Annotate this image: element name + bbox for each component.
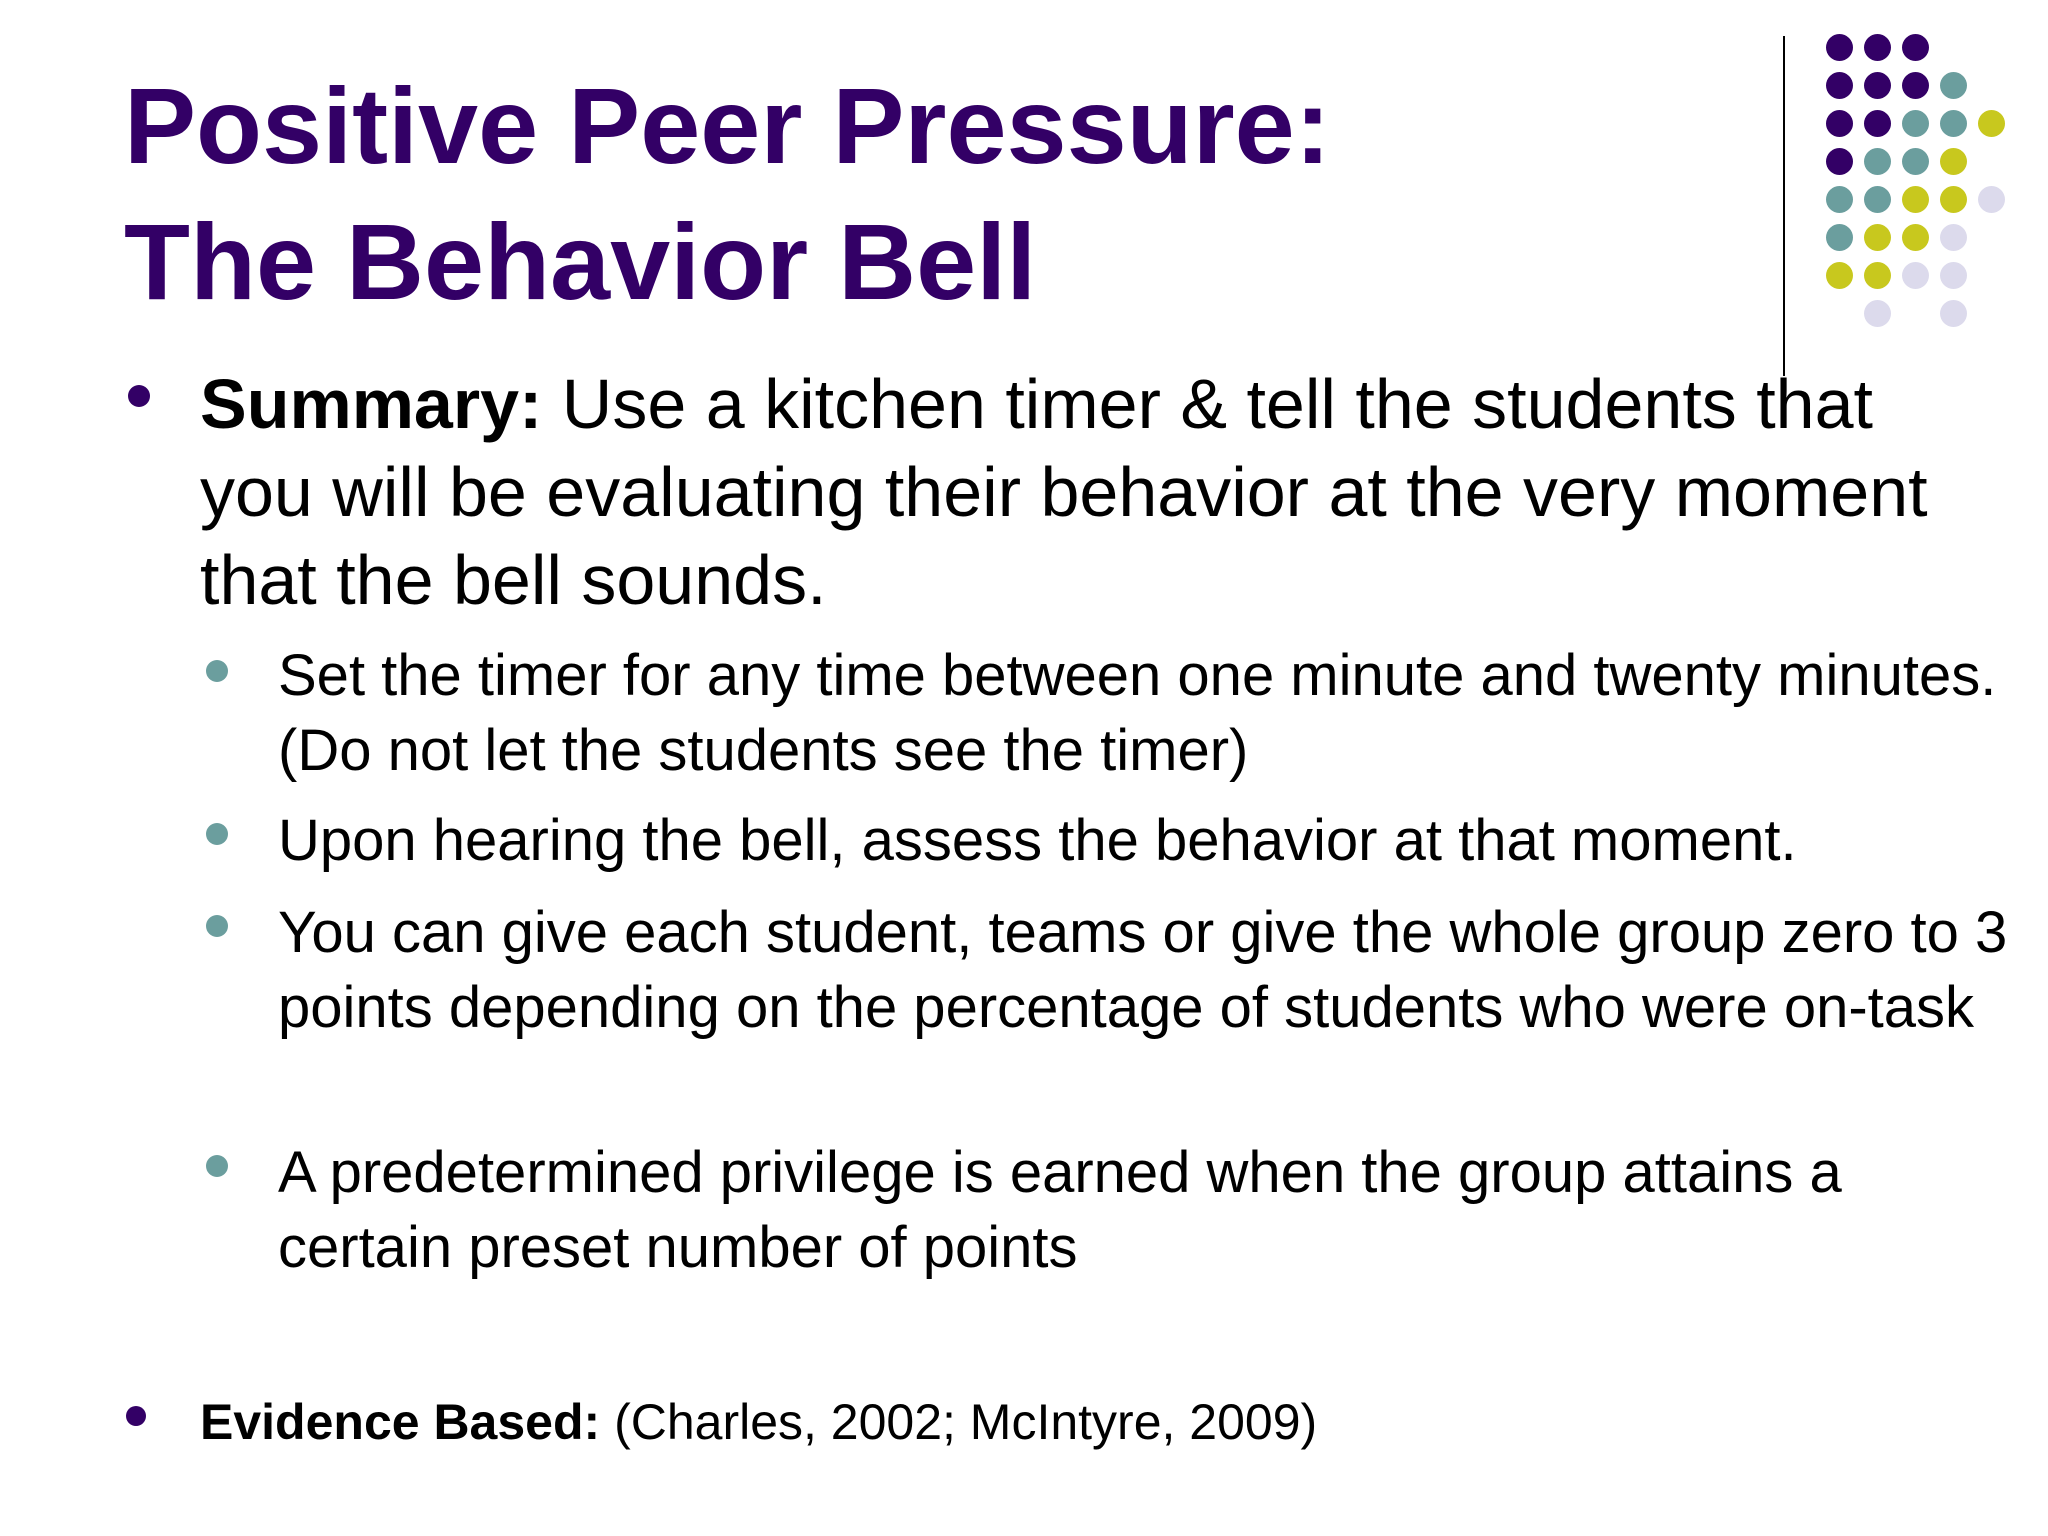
divider-line bbox=[1783, 36, 1785, 376]
dot bbox=[1902, 34, 1929, 61]
dot bbox=[1826, 72, 1853, 99]
sub-point-3: You can give each student, teams or give the whole group zero to 3 points depending on the percentage of students who were on-task bbox=[278, 900, 2008, 1040]
summary-label: Summary: bbox=[200, 365, 543, 443]
title-line-2: The Behavior Bell bbox=[124, 201, 1037, 322]
title-line-1: Positive Peer Pressure: bbox=[124, 65, 1331, 186]
dot bbox=[1864, 262, 1891, 289]
dot bbox=[1940, 110, 1967, 137]
sub-point-1: Set the timer for any time between one minute and twenty minutes. (Do not let the students see the timer) bbox=[278, 643, 1997, 783]
dot bbox=[1826, 186, 1853, 213]
bullet-dot bbox=[128, 385, 150, 407]
dot bbox=[1902, 186, 1929, 213]
slide-title bbox=[124, 58, 1331, 330]
dot bbox=[1940, 262, 1967, 289]
dot bbox=[1864, 300, 1891, 327]
dot bbox=[1826, 224, 1853, 251]
dot bbox=[1902, 224, 1929, 251]
dot bbox=[1826, 110, 1853, 137]
summary-text: Use a kitchen timer & tell the students that you will be evaluating their behavior at the very moment that the bell sounds. bbox=[200, 365, 1928, 619]
dot bbox=[1940, 300, 1967, 327]
dot bbox=[1826, 148, 1853, 175]
dot bbox=[1902, 148, 1929, 175]
dot bbox=[1902, 72, 1929, 99]
dot bbox=[1902, 110, 1929, 137]
dot bbox=[1940, 224, 1967, 251]
dot bbox=[1826, 34, 1853, 61]
dot bbox=[1864, 34, 1891, 61]
evidence-bullet bbox=[200, 1390, 1317, 1454]
sub-point-2: Upon hearing the bell, assess the behavior at that moment. bbox=[278, 808, 1797, 873]
dot bbox=[1864, 110, 1891, 137]
summary-bullet bbox=[200, 360, 2000, 624]
dot bbox=[1978, 110, 2005, 137]
evidence-text: (Charles, 2002; McIntyre, 2009) bbox=[600, 1394, 1318, 1450]
dot bbox=[1940, 186, 1967, 213]
dot bbox=[1864, 224, 1891, 251]
dot bbox=[1978, 186, 2005, 213]
dot bbox=[1902, 262, 1929, 289]
sub-point-4: A predetermined privilege is earned when the group attains a certain preset number of points bbox=[278, 1140, 1842, 1280]
evidence-label: Evidence Based: bbox=[200, 1394, 601, 1450]
dot bbox=[1864, 186, 1891, 213]
dot bbox=[1864, 72, 1891, 99]
dot bbox=[1940, 72, 1967, 99]
sub-bullet-dot bbox=[206, 823, 228, 845]
sub-bullet-dot bbox=[206, 1155, 228, 1177]
sub-bullet-dot bbox=[206, 660, 228, 682]
bullet-dot bbox=[126, 1406, 146, 1426]
dot bbox=[1864, 148, 1891, 175]
dot bbox=[1826, 262, 1853, 289]
dot bbox=[1940, 148, 1967, 175]
sub-bullet-dot bbox=[206, 915, 228, 937]
